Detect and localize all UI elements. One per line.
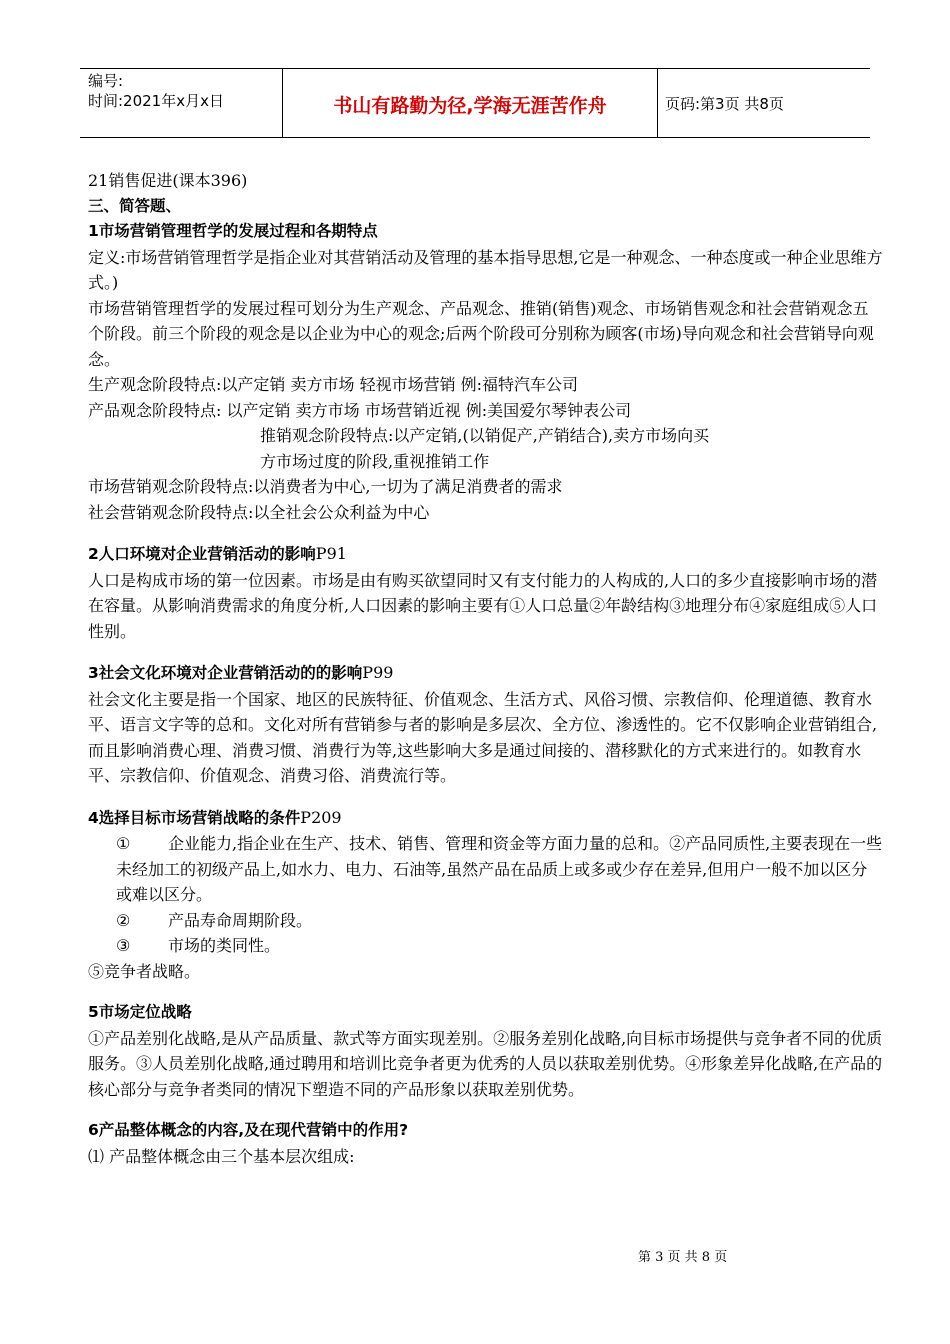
paragraph: 定义:市场营销管理哲学是指企业对其营销活动及管理的基本指导思想,它是一种观念、一种态度或一种企业思维方式。) xyxy=(88,247,883,292)
paragraph: ①产品差别化战略,是从产品质量、款式等方面实现差别。②服务差别化战略,向目标市场提供与竞争者不同的优质服务。③人员差别化战略,通过聘用和培训比竞争者更为优秀的人员以获取差别优势。④形象差异化战略,在产品的核心部分与竞争者类同的情况下塑造不同的产品形象以获取差别优势。 xyxy=(88,1028,883,1099)
section-4-title: 4选择目标市场营销战略的条件P209 xyxy=(88,807,342,827)
paragraph: 市场营销观念阶段特点:以消费者为中心,一切为了满足消费者的需求 xyxy=(88,477,563,496)
section-5-title: 5市场定位战略 xyxy=(88,1003,192,1021)
paragraph: 方市场过度的阶段,重视推销工作 xyxy=(260,451,490,471)
paragraph: 人口是构成市场的第一位因素。市场是由有购买欲望同时又有支付能力的人构成的,人口的多少直接影响市场的潜在容量。从影响消费需求的角度分析,人口因素的影响主要有①人口总量②年龄结构③地理分布④家庭组成⑤人口性别。 xyxy=(88,570,878,641)
document-header xyxy=(80,68,870,138)
time-label: 时间:2021年x月x日 xyxy=(88,92,224,110)
page-footer: 第 3 页 共 8 页 xyxy=(638,1250,728,1265)
paragraph: 产品观念阶段特点: 以产定销 卖方市场 市场营销近视 例:美国爱尔琴钟表公司 xyxy=(88,400,632,420)
paragraph: 生产观念阶段特点:以产定销 卖方市场 轻视市场营销 例:福特汽车公司 xyxy=(88,375,579,394)
list-item: ① 企业能力,指企业在生产、技术、销售、管理和资金等方面力量的总和。②产品同质性,主要表现在一些未经加工的初级产品上,如水力、电力、石油等,虽然产品在品质上或多或少存在差异,但用户一般不加以区分或难以区分。 xyxy=(116,834,883,904)
paragraph: ⑴ 产品整体概念由三个基本层次组成: xyxy=(88,1146,355,1166)
header-divider xyxy=(657,69,658,137)
paragraph: 社会文化主要是指一个国家、地区的民族特征、价值观念、生活方式、风俗习惯、宗教信仰、伦理道德、教育水平、语言文字等的总和。文化对所有营销参与者的影响是多层次、全方位、渗透性的。它不仅影响企业营销组合,而且影响消费心理、消费习惯、消费行为等,这些影响大多是通过间接的、潜移默化的方式来进行的。如教育水平、宗教信仰、价值观念、消费习俗、消费流行等。 xyxy=(88,689,878,785)
section-2-title: 2人口环境对企业营销活动的影响P91 xyxy=(88,544,347,563)
paragraph: 市场营销管理哲学的发展过程可划分为生产观念、产品观念、推销(销售)观念、市场销售观念和社会营销观念五个阶段。前三个阶段的观念是以企业为中心的观念;后两个阶段可分别称为顾客(市场)导向观念和社会营销导向观念。 xyxy=(88,298,874,369)
section-3-title: 3社会文化环境对企业营销活动的的影响P99 xyxy=(88,663,394,682)
header-left xyxy=(88,71,278,111)
section-1-title: 1市场营销管理哲学的发展过程和各期特点 xyxy=(88,222,378,240)
header-page-info: 页码:第3页 共8页 xyxy=(665,95,784,113)
paragraph: 社会营销观念阶段特点:以全社会公众利益为中心 xyxy=(88,502,430,522)
list-item: ② 产品寿命周期阶段。 xyxy=(116,910,313,930)
line-sales-promotion: 21销售促进(课本396) xyxy=(88,171,248,190)
list-item: ③ 市场的类同性。 xyxy=(116,936,281,955)
list-item: ⑤竞争者战略。 xyxy=(88,961,201,981)
number-label: 编号: xyxy=(88,72,124,90)
paragraph: 推销观念阶段特点:以产定销,(以销促产,产销结合),卖方市场向买 xyxy=(260,426,710,445)
section-heading: 三、简答题、 xyxy=(88,196,182,215)
header-motto: 书山有路勤为径,学海无涯苦作舟 xyxy=(333,95,607,117)
document-body xyxy=(88,168,883,1169)
section-6-title: 6产品整体概念的内容,及在现代营销中的作用? xyxy=(88,1121,409,1139)
